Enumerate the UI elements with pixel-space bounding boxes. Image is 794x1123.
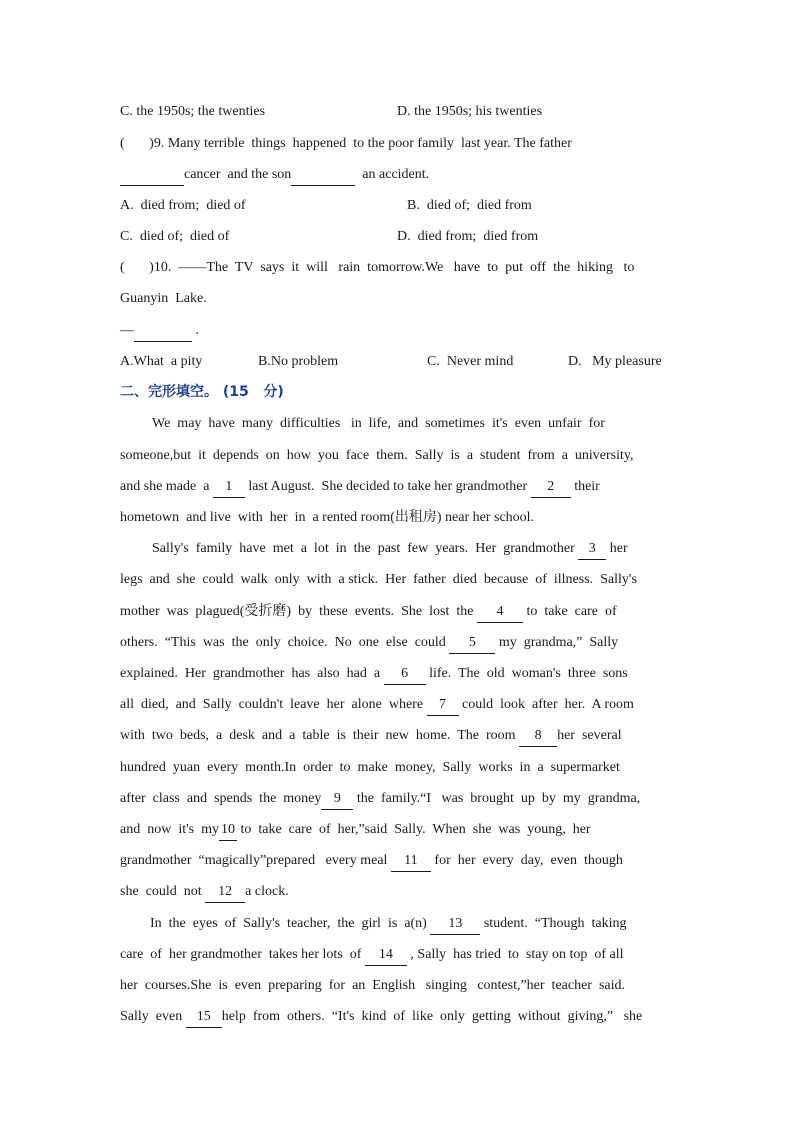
passage-text: and now it's my [120,822,219,837]
passage-line [120,508,673,528]
passage-text: care of her grandmother takes her lots of [120,947,362,962]
passage-text: after class and spends the money [120,791,322,806]
q10-option-d: D. My pleasure [568,354,662,369]
blank-9: 9 [321,789,353,810]
passage-text: a clock. [245,884,289,899]
passage-line [120,820,673,840]
q10-option-b: B.No problem [258,354,339,369]
passage-text: for her every day, even though [434,853,623,868]
q9-stem-line1 [120,134,673,154]
q9-blank-2 [291,165,355,186]
passage-line [152,539,673,559]
blank-2: 2 [531,477,571,498]
passage-text: student. “Though taking [483,916,627,931]
passage-line [120,633,673,653]
passage-text: legs and she could walk only with a stick. Her father died because of illness. Sally's [120,572,637,587]
blank-14: 14 [365,945,407,966]
q10-stem-text-2: Guanyin Lake. [120,291,207,306]
blank-4: 4 [477,602,523,623]
passage-line [120,602,673,622]
passage-line [120,976,673,996]
passage-text: help from others. “It's kind of like only getting without giving,” she [221,1009,643,1024]
q9-option-a: A. died from; died of [120,198,246,213]
passage-text: to take care of her,”said Sally. When she was young, her [240,822,591,837]
passage-text: all died, and Sally couldn't leave her alone where [120,697,424,712]
passage-text: she could not [120,884,202,899]
section-heading: 二、完形填空。 (15 分) [120,384,284,400]
q10-dash: — [120,323,134,338]
q9-stem-end: an accident. [355,167,430,182]
passage-text: hundred yuan every month.In order to make money, Sally works in a supermarket [120,760,620,775]
q10-answer-line [120,321,673,341]
passage-text: someone,but it depends on how you face them. Sally is a student from a university, [120,448,634,463]
passage-text: hometown and live with her in a rented room(出租房) near her school. [120,510,535,525]
q9-stem-text: ( )9. Many terrible things happened to the poor family last year. The father [120,136,572,151]
q9-option-d: D. died from; died from [397,229,539,244]
q10-options-row [120,352,673,372]
passage-text: explained. Her grandmother has also had a [120,666,381,681]
blank-8: 8 [519,726,557,747]
passage-text: grandmother “magically”prepared every meal [120,853,388,868]
passage-text: her several [557,728,622,743]
passage-text: her courses.She is even preparing for an English singing contest,”her teacher said. [120,978,626,993]
passage-line [120,851,673,871]
passage-text: Sally's family have met a lot in the past few years. Her grandmother [152,541,575,556]
passage-text: her [609,541,628,556]
passage-text: mother was plagued(受折磨) by these events. She lost the [120,604,474,619]
section-heading-row [120,382,673,402]
blank-7: 7 [427,695,459,716]
passage-line [120,570,673,590]
passage-line [120,789,673,809]
q10-stem-line2 [120,289,673,309]
blank-13: 13 [430,914,480,935]
q8-option-d: D. the 1950s; his twenties [397,104,543,119]
passage-line [120,477,673,497]
passage-text: with two beds, a desk and a table is their new home. The room [120,728,516,743]
q9-option-c: C. died of; died of [120,229,230,244]
passage-line [120,446,673,466]
blank-10: 10 [219,820,237,841]
q10-blank [134,321,192,342]
passage-text: In the eyes of Sally's teacher, the girl is a(n) [150,916,427,931]
passage-line [120,882,673,902]
q10-option-a: A.What a pity [120,354,203,369]
passage-text: to take care of [526,604,617,619]
passage-text: , Sally has tried to stay on top of all [410,947,624,962]
q9-stem-mid: cancer and the son [184,167,292,182]
q10-period: . [192,323,199,338]
q8-option-c: C. the 1950s; the twenties [120,104,266,119]
q9-stem-line2 [120,165,673,185]
passage-text: life. The old woman's three sons [429,666,628,681]
blank-12: 12 [205,882,245,903]
q10-option-c: C. Never mind [427,354,514,369]
passage-text: others. “This was the only choice. No one else could [120,635,446,650]
passage-text: their [574,479,600,494]
passage-text: last August. She decided to take her grandmother [248,479,528,494]
passage-line [120,945,673,965]
passage-line [152,414,673,434]
q8-options-row [120,102,673,122]
passage-line [120,1007,673,1027]
passage-line [120,664,673,684]
blank-5: 5 [449,633,495,654]
q10-stem-line1 [120,258,673,278]
passage-text: Sally even [120,1009,183,1024]
passage-line [120,758,673,778]
blank-1: 1 [213,477,245,498]
passage-text: my grandma,” Sally [498,635,619,650]
passage-text: We may have many difficulties in life, and sometimes it's even unfair for [152,416,605,431]
q9-blank-1 [120,165,184,186]
passage-text: could look after her. A room [462,697,634,712]
passage-line [120,695,673,715]
blank-6: 6 [384,664,426,685]
q10-stem-text: ( )10. ——The TV says it will rain tomorrow.We have to put off the hiking to [120,260,635,275]
q9-options-row-1 [120,196,673,216]
passage-line [150,914,673,934]
passage-text: the family.“I was brought up by my grandma, [356,791,641,806]
q9-options-row-2 [120,227,673,247]
passage-line [120,726,673,746]
q9-option-b: B. died of; died from [407,198,532,213]
blank-3: 3 [578,539,606,560]
blank-11: 11 [391,851,431,872]
passage-text: and she made a [120,479,210,494]
blank-15: 15 [186,1007,222,1028]
